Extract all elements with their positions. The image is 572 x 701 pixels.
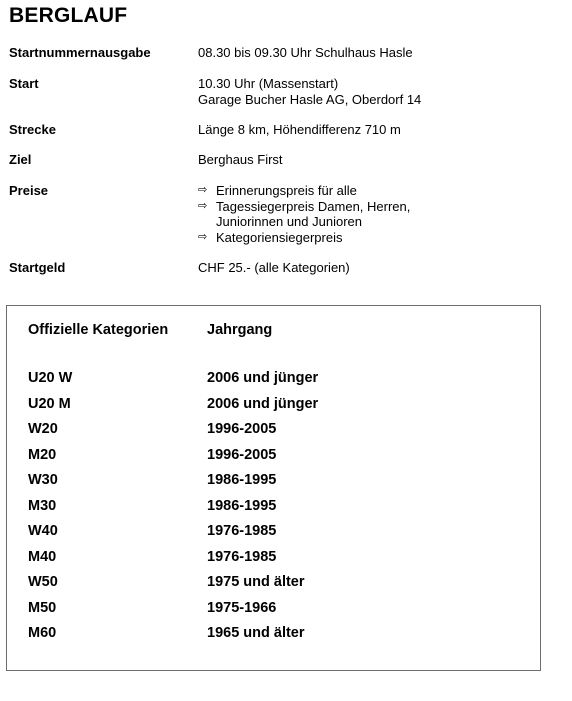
info-value-line: 10.30 Uhr (Massenstart) [198, 76, 339, 91]
prize-item-line: Kategoriensiegerpreis [216, 229, 343, 245]
table-row [7, 523, 540, 541]
info-label: Ziel [9, 152, 32, 167]
category-name: M20 [28, 446, 57, 463]
prize-item-line: Tagessiegerpreis Damen, Herren, [216, 198, 411, 214]
category-year: 1975 und älter [207, 574, 305, 590]
category-year: 1965 und älter [207, 625, 305, 641]
category-name: U20 M [28, 395, 71, 412]
table-row [7, 549, 540, 567]
prize-item [198, 199, 538, 230]
info-value-line: CHF 25.- (alle Kategorien) [198, 260, 350, 275]
category-name: W20 [28, 421, 58, 437]
category-year: 1996-2005 [207, 421, 277, 437]
category-year: 1976-1985 [207, 548, 277, 565]
table-row [7, 370, 540, 388]
table-row [7, 498, 540, 516]
category-name: M30 [28, 497, 57, 514]
category-year: 1986-1995 [207, 472, 277, 488]
info-value-line: Länge 8 km, Höhendifferenz 710 m [198, 122, 401, 137]
category-name: M50 [28, 599, 57, 616]
info-value [198, 183, 538, 245]
arrow-right-icon: ⇨ [198, 199, 208, 212]
table-row [7, 472, 540, 490]
arrow-right-icon: ⇨ [198, 184, 208, 196]
info-label: Strecke [9, 122, 56, 137]
prize-list [198, 183, 538, 245]
category-name: M60 [28, 625, 57, 641]
table-row [7, 600, 540, 618]
info-value [198, 45, 538, 61]
info-value [198, 122, 538, 138]
info-label: Startnummernausgabe [9, 45, 151, 60]
table-row [7, 625, 540, 643]
info-label: Start [9, 76, 39, 91]
category-year: 2006 und jünger [207, 395, 319, 412]
prize-item-line: Juniorinnen und Junioren [216, 214, 362, 229]
table-row [7, 447, 540, 465]
column-header-category: Offizielle Kategorien [28, 322, 169, 338]
info-value-line: Berghaus First [198, 152, 283, 167]
category-year: 1996-2005 [207, 446, 277, 463]
category-year: 1976-1985 [207, 523, 277, 539]
info-value [198, 76, 538, 107]
prize-item [198, 230, 538, 246]
table-row [7, 574, 540, 592]
category-year: 2006 und jünger [207, 370, 319, 386]
category-name: W30 [28, 472, 58, 488]
category-year: 1986-1995 [207, 497, 277, 514]
column-header-year: Jahrgang [207, 322, 273, 338]
page-title: BERGLAUF [9, 4, 128, 27]
info-value [198, 152, 538, 168]
category-name: U20 W [28, 370, 73, 386]
table-row [7, 421, 540, 439]
info-label: Preise [9, 183, 49, 198]
categories-table [6, 305, 541, 671]
info-value-line: 08.30 bis 09.30 Uhr Schulhaus Hasle [198, 45, 413, 60]
prize-item-line: Erinnerungspreis für alle [216, 183, 357, 198]
info-value-line: Garage Bucher Hasle AG, Oberdorf 14 [198, 91, 422, 107]
prize-item [198, 183, 538, 199]
category-year: 1975-1966 [207, 599, 277, 616]
arrow-right-icon: ⇨ [198, 230, 208, 243]
info-label: Startgeld [9, 260, 66, 275]
category-name: W40 [28, 523, 58, 539]
info-value [198, 260, 538, 276]
category-name: W50 [28, 574, 58, 590]
table-row [7, 396, 540, 414]
category-name: M40 [28, 548, 57, 565]
